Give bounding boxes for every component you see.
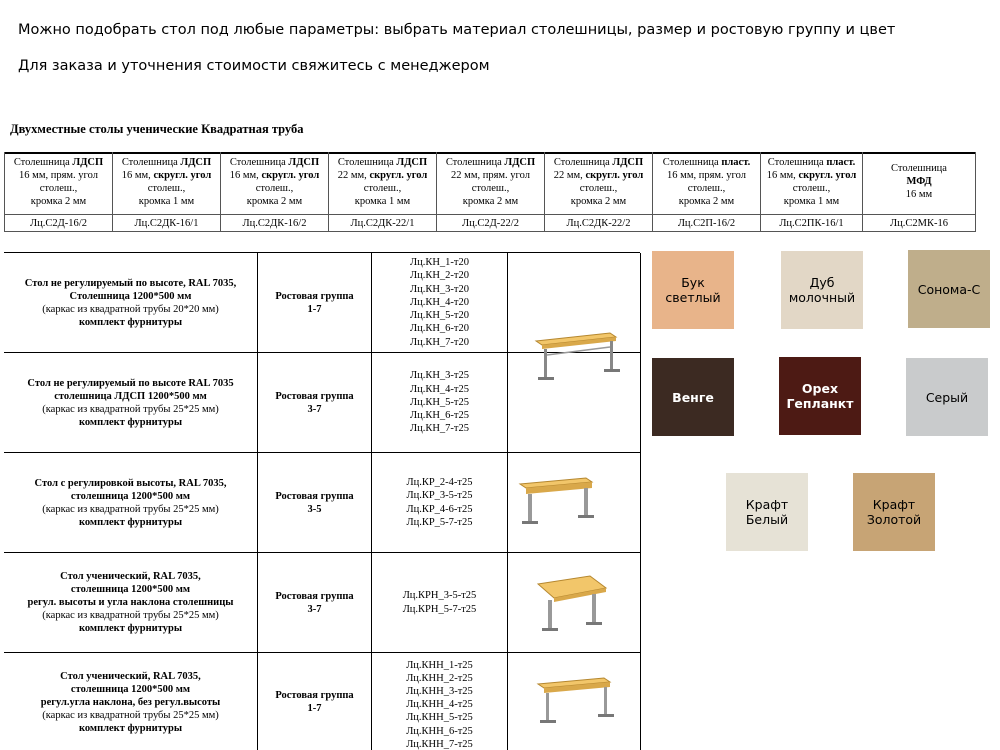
height-group-range: 1-7 [307,703,322,714]
swatch-label: Крафт [872,497,916,512]
swatch-dub-molochny[interactable] [781,251,863,329]
product-frame: (каркас из квадратной трубы 25*25 мм) [42,610,219,621]
product-adjust: регул.угла наклона, без регул.высоты [40,696,221,708]
tabletop-table [4,152,976,232]
tabletop-col: Столешница пласт. 16 мм, прям. угол столеш., кромка 2 мм Лц.С2П-16/2 [652,152,760,232]
product-code: Лц.КРН_5-7-т25 [402,603,477,615]
product-code: Лц.КНН_6-т25 [406,725,473,737]
product-code: Лц.КН_5-т20 [409,310,470,322]
swatch-label: Бук [681,275,705,290]
product-code: Лц.КН_7-т25 [409,423,470,435]
product-desc: Стол ученический, RAL 7035, [60,571,201,582]
height-group-range: 3-5 [307,503,322,515]
intro-line-2: Для заказа и уточнения стоимости свяжитесь с менеджером [18,58,490,74]
desk-image-tilt [534,572,608,636]
product-code: Лц.КНН_7-т25 [406,738,473,750]
swatch-label: Гепланкт [786,396,854,411]
product-code: Лц.КНН_1-т25 [406,659,473,671]
tabletop-col: Столешница ЛДСП 22 мм, прям. угол столеш., кромка 2 мм Лц.С2Д-22/2 [436,152,544,232]
swatch-buk-svetly[interactable] [652,251,734,329]
tabletop-code: Лц.С2ДК-16/2 [221,214,328,232]
product-code: Лц.КН_6-т20 [409,323,470,335]
product-code: Лц.КР_5-7-т25 [406,516,473,528]
product-code: Лц.КНН_4-т25 [406,699,473,711]
product-code: Лц.КРН_3-5-т25 [402,590,477,602]
product-code: Лц.КР_4-6-т25 [406,503,473,515]
desk-image-adjustable [516,474,596,530]
product-code: Лц.КНН_2-т25 [406,672,473,684]
product-code: Лц.КН_4-т20 [409,296,470,308]
product-frame: (каркас из квадратной трубы 20*20 мм) [42,303,219,315]
section-title: Двухместные столы ученические Квадратная труба [10,122,304,136]
swatch-label: Белый [745,512,789,527]
product-desc: столешница ЛДСП 1200*500 мм [54,390,207,402]
swatch-label: Золотой [866,512,922,527]
product-code: Лц.КН_4-т25 [409,383,470,395]
tabletop-code: Лц.С2ДК-16/1 [113,214,220,232]
product-frame: (каркас из квадратной трубы 25*25 мм) [42,503,219,515]
product-desc: столешница 1200*500 мм [70,584,191,595]
product-code: Лц.КН_6-т25 [409,410,470,422]
product-code: Лц.КН_3-т20 [409,283,470,295]
product-desc: Стол не регулируемый по высоте, RAL 7035, [24,277,237,289]
height-group-range: 3-7 [307,603,322,615]
swatch-label: Сонома-С [917,281,981,297]
product-code: Лц.КН_3-т25 [409,370,470,382]
product-kit: комплект фурнитуры [78,623,183,634]
swatch-sonoma[interactable] [908,250,990,328]
product-adjust: регул. высоты и угла наклона столешницы [27,597,234,608]
swatch-label: Крафт [745,497,789,512]
tabletop-col: Столешница ЛДСП 16 мм, скругл. угол столеш., кромка 1 мм Лц.С2ДК-16/1 [112,152,220,232]
product-frame: (каркас из квадратной трубы 25*25 мм) [42,709,219,721]
product-code: Лц.КН_5-т25 [409,396,470,408]
product-desc: Стол не регулируемый по высоте RAL 7035 [27,377,234,389]
product-desc: столешница 1200*500 мм [70,490,191,502]
product-kit: комплект фурнитуры [78,516,183,528]
tabletop-code: Лц.С2МК-16 [863,214,975,232]
swatch-label: Орех [801,381,839,396]
swatch-label: Дуб [809,275,835,290]
product-code: Лц.КН_7-т20 [409,336,470,348]
swatch-label: светлый [665,290,721,305]
product-code: Лц.КР_2-4-т25 [406,477,473,489]
swatch-oreh-geplankt[interactable] [779,357,861,435]
product-code: Лц.КН_2-т20 [409,270,470,282]
tabletop-code: Лц.С2Д-16/2 [5,214,112,232]
tabletop-col: Столешница ЛДСП 16 мм, скругл. угол столеш., кромка 2 мм Лц.С2ДК-16/2 [220,152,328,232]
product-desc: столешница 1200*500 мм [70,683,191,695]
product-frame: (каркас из квадратной трубы 25*25 мм) [42,403,219,415]
product-code: Лц.КН_1-т20 [409,257,470,269]
desk-image-fixed [530,325,620,385]
tabletop-code: Лц.С2Д-22/2 [437,214,544,232]
product-kit: комплект фурнитуры [78,316,183,328]
swatch-label: Серый [925,389,969,405]
product-desc: Столешница 1200*500 мм [69,290,192,302]
product-desc: Стол ученический, RAL 7035, [60,670,201,682]
swatch-sery[interactable] [906,358,988,436]
height-group-label: Ростовая группа [275,690,354,701]
height-group-range: 3-7 [307,403,322,415]
tabletop-code: Лц.С2ДК-22/2 [545,214,652,232]
product-desc: Стол с регулировкой высоты, RAL 7035, [34,477,227,489]
height-group-range: 1-7 [307,303,322,315]
tabletop-code: Лц.С2ПК-16/1 [761,214,862,232]
product-code: Лц.КНН_3-т25 [406,685,473,697]
height-group-label: Ростовая группа [275,290,354,302]
tabletop-col: Столешница МФД 16 мм Лц.С2МК-16 [862,152,976,232]
tabletop-col: Столешница ЛДСП 16 мм, прям. угол столеш., кромка 2 мм Лц.С2Д-16/2 [4,152,112,232]
product-code: Лц.КР_3-5-т25 [406,490,473,502]
desk-image-tilt-fixed [534,672,614,728]
tabletop-code: Лц.С2П-16/2 [653,214,760,232]
swatch-kraft-zolotoy[interactable] [853,473,935,551]
intro-line-1: Можно подобрать стол под любые параметры: выбрать материал столешницы, размер и ростовую группу и цвет [18,22,896,38]
product-code: Лц.КНН_5-т25 [406,712,473,724]
tabletop-col: Столешница ЛДСП 22 мм, скругл. угол столеш., кромка 2 мм Лц.С2ДК-22/2 [544,152,652,232]
tabletop-col: Столешница ЛДСП 22 мм, скругл. угол столеш., кромка 1 мм Лц.С2ДК-22/1 [328,152,436,232]
height-group-label: Ростовая группа [275,590,354,602]
product-kit: комплект фурнитуры [78,722,183,734]
swatch-venge[interactable] [652,358,734,436]
height-group-label: Ростовая группа [275,390,354,402]
product-kit: комплект фурнитуры [78,416,183,428]
swatch-kraft-bely[interactable] [726,473,808,551]
swatch-label: молочный [788,290,856,305]
tabletop-code: Лц.С2ДК-22/1 [329,214,436,232]
tabletop-col: Столешница пласт. 16 мм, скругл. угол столеш., кромка 1 мм Лц.С2ПК-16/1 [760,152,862,232]
swatch-label: Венге [672,389,714,405]
height-group-label: Ростовая группа [275,490,354,502]
